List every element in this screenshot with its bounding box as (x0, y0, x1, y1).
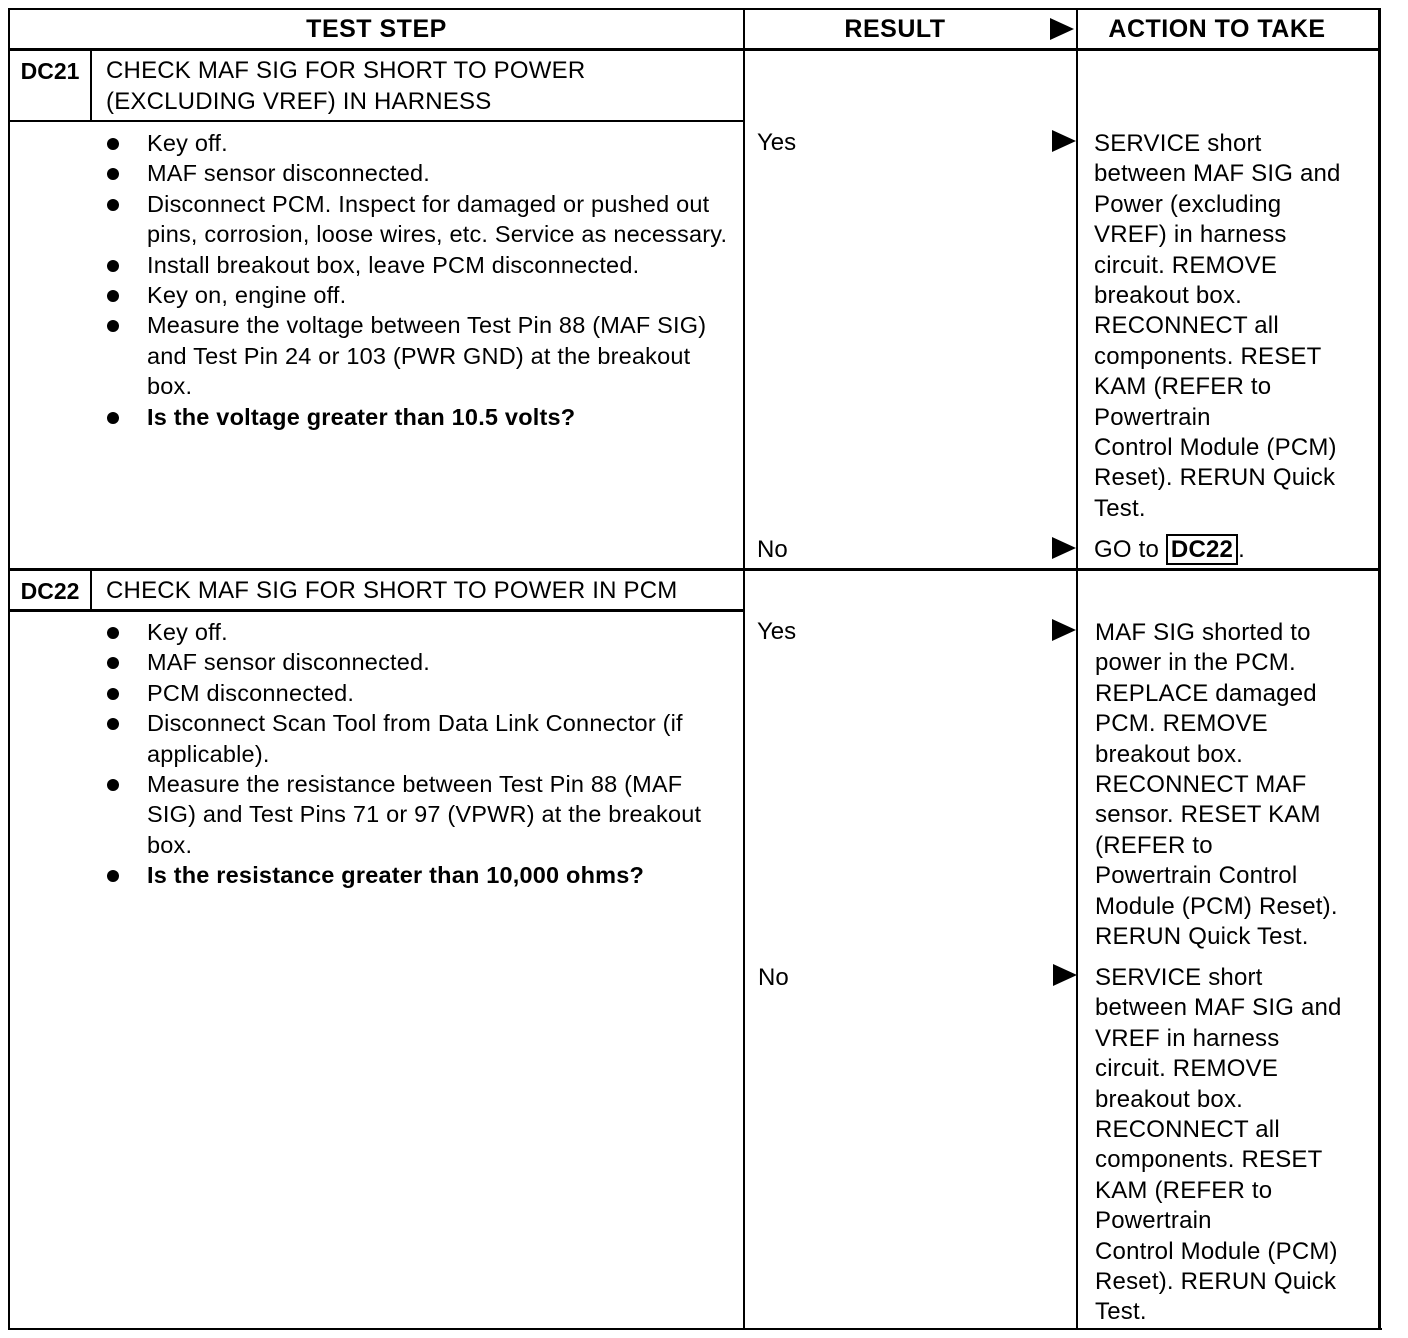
step-title-line: CHECK MAF SIG FOR SHORT TO POWER IN PCM (106, 577, 678, 604)
procedure-item: Measure the voltage between Test Pin 88 (MAF SIG) and Test Pin 24 or 103 (PWR GND) at the breakout box. (105, 310, 730, 401)
code-divider (90, 50, 92, 121)
result-yes-label: Yes (757, 618, 797, 645)
procedure-item: PCM disconnected. (105, 678, 730, 708)
result-no-label: No (758, 964, 789, 991)
result-arrow-icon (1052, 537, 1076, 559)
header-divider (8, 48, 1380, 51)
table-left-border (8, 8, 10, 1329)
procedure-item: Measure the resistance between Test Pin 88 (MAF SIG) and Test Pins 71 or 97 (VPWR) at the breakout box. (105, 769, 730, 860)
step-title (106, 575, 736, 606)
code-divider (90, 570, 92, 610)
header-action-to-take: ACTION TO TAKE (1108, 15, 1326, 43)
goto-step-link[interactable]: DC22 (1166, 534, 1238, 565)
column-divider-action (1076, 8, 1078, 1329)
result-no-label: No (757, 536, 788, 563)
procedure-item: MAF sensor disconnected. (105, 647, 730, 677)
procedure-item: Install breakout box, leave PCM disconnected. (105, 250, 730, 280)
title-underline (8, 120, 743, 122)
column-divider-result (743, 8, 745, 1329)
procedure-item: Key off. (105, 128, 730, 158)
result-yes-label: Yes (757, 129, 797, 156)
step-title-line: (EXCLUDING VREF) IN HARNESS (106, 88, 492, 115)
table-right-border (1378, 8, 1381, 1329)
procedure-item: Disconnect Scan Tool from Data Link Connector (if applicable). (105, 708, 730, 769)
procedure-question: Is the voltage greater than 10.5 volts? (105, 402, 730, 432)
procedure-item: Key off. (105, 617, 730, 647)
action-no: GO to DC22 . (1094, 536, 1245, 563)
step-code: DC21 (20, 58, 80, 84)
header-test-step: TEST STEP (306, 15, 447, 43)
procedure-list (105, 128, 730, 432)
table-bottom-border (8, 1328, 1382, 1330)
procedure-question: Is the resistance greater than 10,000 ohms? (105, 860, 730, 890)
table-top-border (8, 8, 1380, 10)
step-title (106, 55, 736, 117)
procedure-item: Disconnect PCM. Inspect for damaged or pushed out pins, corrosion, loose wires, etc. Service as necessary. (105, 189, 730, 250)
procedure-item: Key on, engine off. (105, 280, 730, 310)
action-yes: SERVICE short between MAF SIG and Power (excluding VREF) in harness circuit. REMOVE breakout box. RECONNECT all components. RESET KAM (REFER to Powertrain Control Module (PCM) Reset). RERUN Quick Test. (1094, 130, 1341, 522)
header-arrow-icon (1050, 18, 1074, 40)
result-arrow-icon (1052, 130, 1076, 152)
result-arrow-icon (1053, 964, 1077, 986)
procedure-item: MAF sensor disconnected. (105, 158, 730, 188)
step-divider (8, 568, 1380, 571)
result-arrow-icon (1052, 619, 1076, 641)
action-no: SERVICE short between MAF SIG and VREF in harness circuit. REMOVE breakout box. RECONNECT all components. RESET KAM (REFER to Powertrain Control Module (PCM) Reset). RERUN Quick Test. (1095, 964, 1342, 1326)
step-code: DC22 (20, 578, 80, 604)
procedure-list (105, 617, 730, 891)
action-yes: MAF SIG shorted to power in the PCM. REPLACE damaged PCM. REMOVE breakout box. RECONNECT MAF sensor. RESET KAM (REFER to Powertrain Control Module (PCM) Reset). RERUN Quick Test. (1095, 619, 1338, 951)
header-result: RESULT (844, 15, 946, 43)
title-underline (8, 609, 743, 612)
step-title-line: CHECK MAF SIG FOR SHORT TO POWER (106, 57, 586, 84)
